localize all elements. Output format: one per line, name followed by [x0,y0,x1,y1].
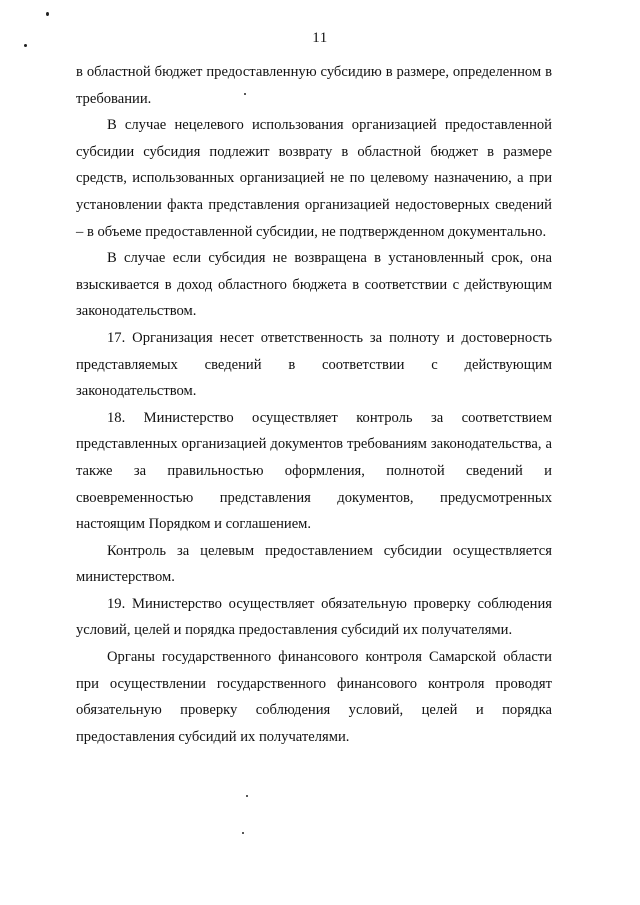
scan-speck [46,12,49,16]
paragraph: Контроль за целевым предоставлением субсидии осуществляется министерством. [76,542,552,586]
paragraph: 17. Организация несет ответственность за полноту и достоверность представляемых сведений в соответствии с действующим законодательством. [76,329,552,400]
paragraph: Органы государственного финансового контроля Самарской области при осуществлении государственного финансового контроля проводят обязательную проверку соблюдения условий, целей и порядка предоставления субсидий их получателями. [76,649,552,745]
paragraph: в областной бюджет предоставленную субсидию в размере, определенном в требовании. [76,64,552,107]
scan-speck [242,832,244,834]
scan-speck [246,795,248,797]
paragraph: В случае если субсидия не возвращена в установленный срок, она взыскивается в доход областного бюджета в соответствии с действующим законодательством. [76,250,552,320]
paragraph: 19. Министерство осуществляет обязательную проверку соблюдения условий, целей и порядка предоставления субсидий их получателями. [76,595,552,639]
document-body [76,59,552,750]
paragraph: В случае нецелевого использования организацией предоставленной субсидии субсидия подлежит возврату в областной бюджет в размере средств, использованных организацией не по целевому назначению, а при установлении факта представления организацией недостоверных сведений – в объеме предоставленной субсидии, не подтвержденном документально. [76,117,552,240]
paragraph: 18. Министерство осуществляет контроль за соответствием представленных организацией документов требованиям законодательства, а также за правильностью оформления, полнотой сведений и своевременностью представления документов, предусмотренных настоящим Порядком и соглашением. [76,409,552,533]
page-number: 11 [312,30,328,46]
